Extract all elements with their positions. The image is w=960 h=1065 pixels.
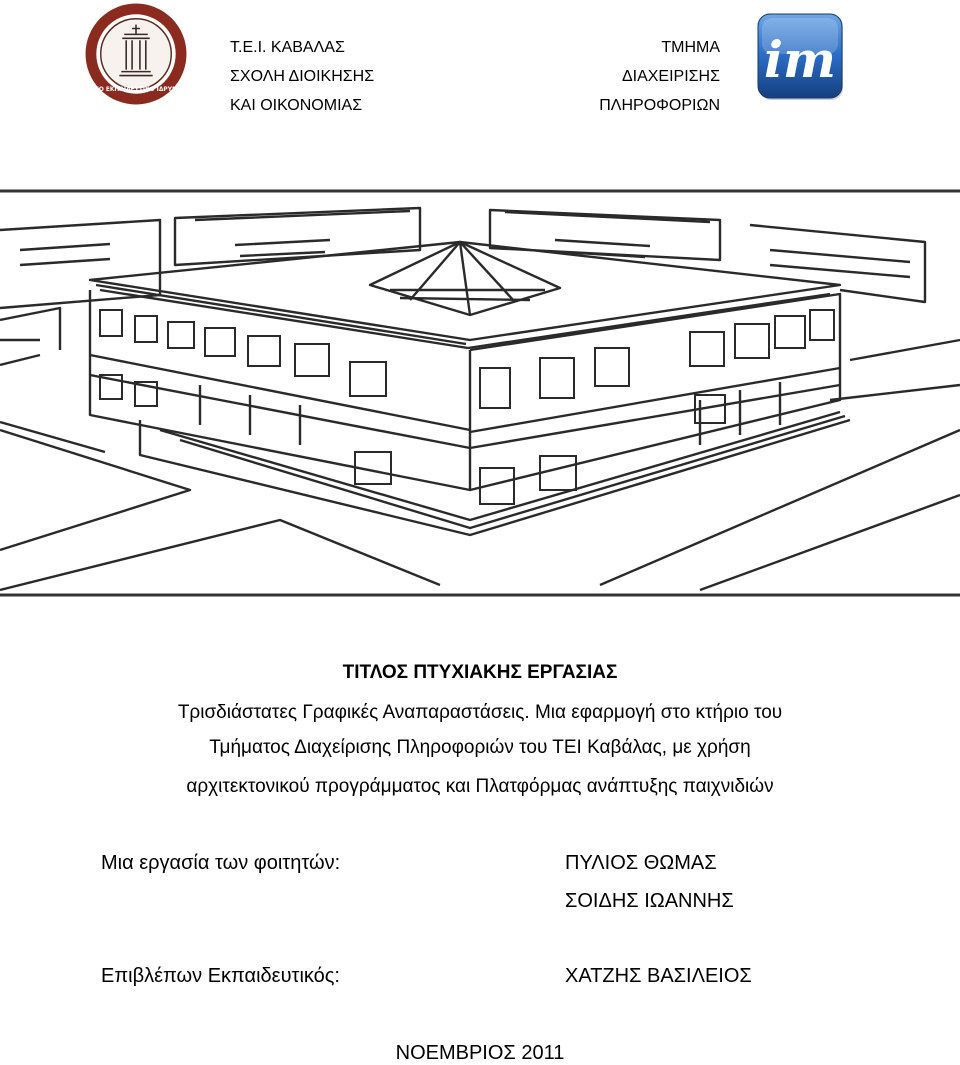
thesis-title-line-2: Τμήματος Διαχείρισης Πληροφοριών του ΤΕΙ Καβάλας, με χρήση [209, 737, 751, 758]
department-line-1: ΤΜΗΜΑ [661, 39, 720, 56]
institution-header [230, 33, 374, 120]
seal-text: ΤΕΧΝΟΛΟΓΙΚΟ ΕΚΠΑΙΔΕΥΤΙΚΟ ΙΔΡΥΜΑ ΚΑΒΑΛΑΣ [56, 87, 216, 94]
im-department-logo [756, 12, 846, 102]
thesis-title-line-3: αρχιτεκτονικού προγράμματος και Πλατφόρμας ανάπτυξης παιχνιδιών [186, 776, 774, 797]
logo-text: im [764, 30, 836, 89]
institution-line-1: Τ.Ε.Ι. ΚΑΒΑΛΑΣ [230, 39, 345, 56]
thesis-title-label: ΤΙΤΛΟΣ ΠΤΥΧΙΑΚΗΣ ΕΡΓΑΣΙΑΣ [342, 662, 618, 683]
student-name-2: ΣΟΙΔΗΣ ΙΩΑΝΝΗΣ [565, 890, 734, 912]
institution-line-2: ΣΧΟΛΗ ΔΙΟΙΚΗΣΗΣ [230, 68, 375, 85]
student-name-1: ΠΥΛΙΟΣ ΘΩΜΑΣ [565, 852, 717, 874]
department-header [560, 33, 720, 120]
department-line-2: ΔΙΑΧΕΙΡΙΣΗΣ [621, 68, 720, 85]
submission-date: ΝΟΕΜΒΡΙΟΣ 2011 [395, 1042, 565, 1064]
department-line-3: ΠΛΗΡΟΦΟΡΙΩΝ [599, 97, 720, 114]
institution-line-3: ΚΑΙ ΟΙΚΟΝΟΜΙΑΣ [230, 97, 363, 114]
supervisor-name: ΧΑΤΖΗΣ ΒΑΣΙΛΕΙΟΣ [565, 965, 752, 987]
thesis-title-line-1: Τρισδιάστατες Γραφικές Αναπαραστάσεις. Μια εφαρμογή στο κτήριο του [177, 702, 783, 723]
tei-kavala-seal-logo [56, 5, 216, 103]
building-sketch-illustration [0, 190, 960, 598]
students-label: Μια εργασία των φοιτητών: [101, 852, 341, 874]
supervisor-label: Επιβλέπων Εκπαιδευτικός: [101, 965, 340, 987]
